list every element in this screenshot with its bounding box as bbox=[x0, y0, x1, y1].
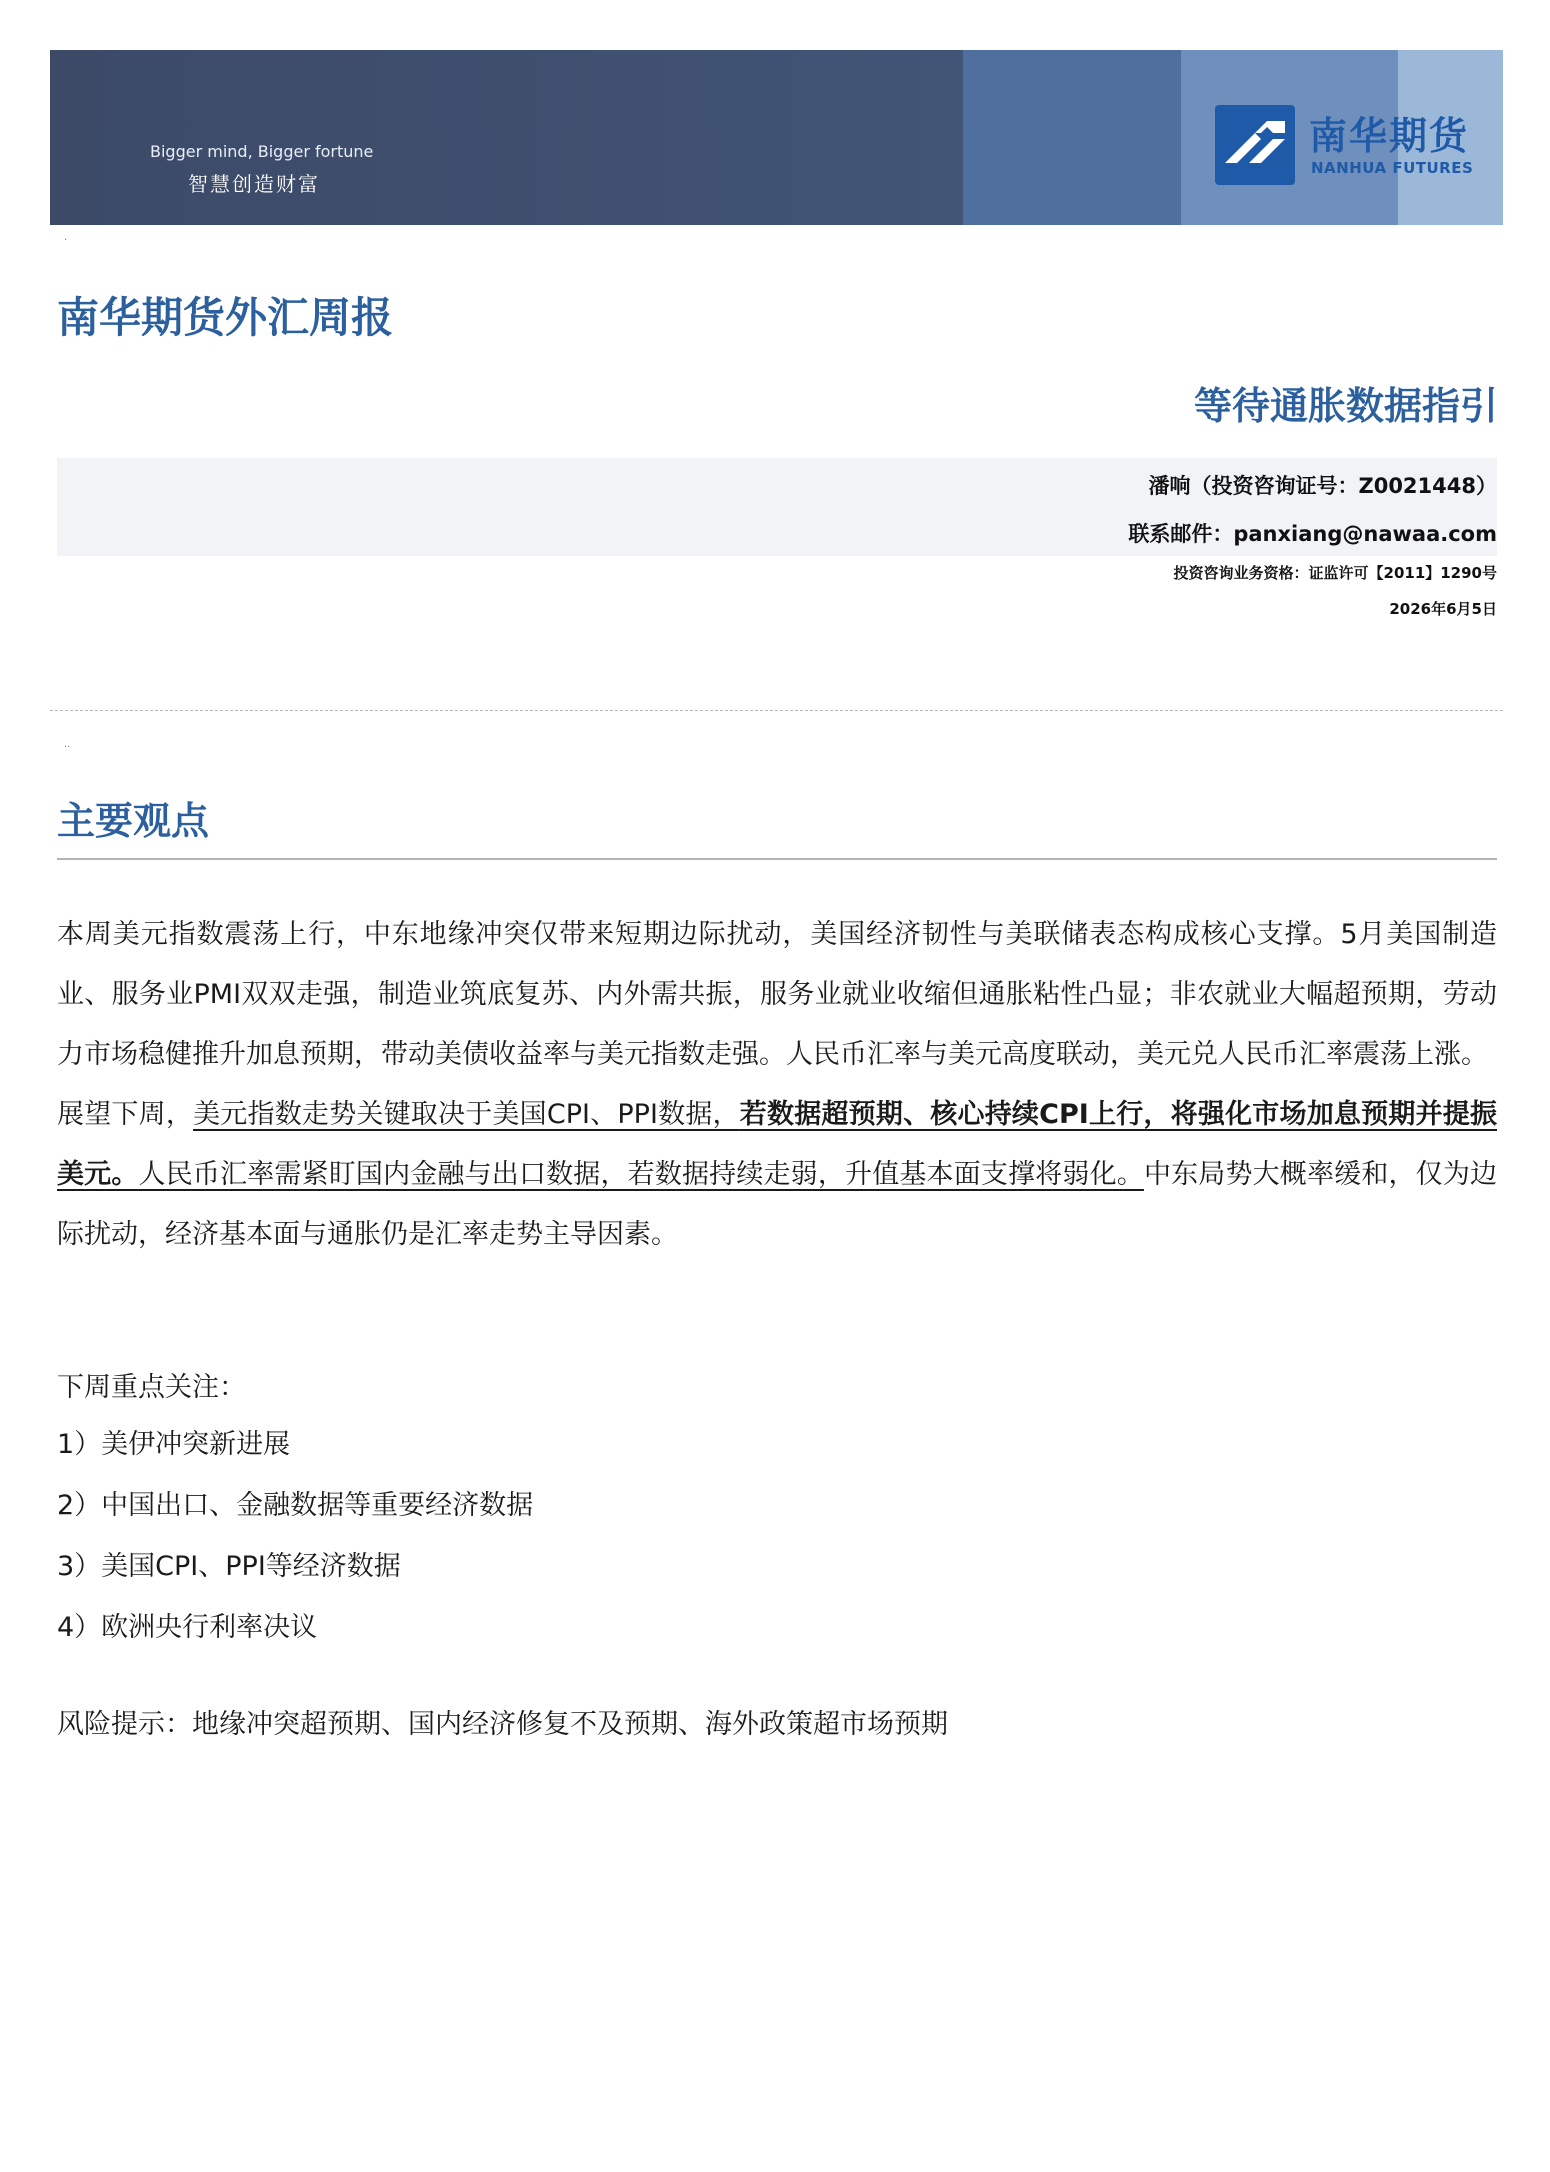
company-logo bbox=[1215, 105, 1490, 185]
watch-item: 4）欧洲央行利率决议 bbox=[57, 1612, 318, 1643]
page-mark: ·· bbox=[64, 742, 71, 753]
section-rule bbox=[57, 858, 1497, 860]
report-subtitle: 等待通胀数据指引 bbox=[1193, 384, 1498, 428]
header-banner bbox=[50, 50, 1503, 225]
banner-band bbox=[963, 50, 1181, 225]
watch-item: 1）美伊冲突新进展 bbox=[57, 1429, 291, 1460]
outlook-tail: 中东局势大概率缓和，仅为边际扰动，经济基本面与通胀仍是汇率走势主导因素。 bbox=[57, 1159, 1498, 1250]
report-title: 南华期货外汇周报 bbox=[57, 293, 394, 342]
license-info: 投资咨询业务资格：证监许可【2011】1290号 bbox=[1173, 564, 1497, 582]
author-email: 联系邮件：panxiang@nawaa.com bbox=[1128, 522, 1497, 546]
body-paragraph-1: 本周美元指数震荡上行，中东地缘冲突仅带来短期边际扰动，美国经济韧性与美联储表态构成核心支撑。5月美国制造业、服务业PMI双双走强，制造业筑底复苏、内外需共振，服务业就业收缩但通胀粘性凸显；非农就业大幅超预期，劳动力市场稳健推升加息预期，带动美债收益率与美元指数走强。人民币汇率与美元高度联动，美元兑人民币汇率震荡上涨。 bbox=[57, 919, 1497, 1070]
report-date: 2026年6月5日 bbox=[1389, 600, 1497, 618]
outlook-usd: 美元指数走势关键取决于美国CPI、PPI数据， bbox=[193, 1099, 740, 1130]
risk-warning: 风险提示：地缘冲突超预期、国内经济修复不及预期、海外政策超市场预期 bbox=[57, 1709, 948, 1740]
outlook-rmb: 人民币汇率需紧盯国内金融与出口数据，若数据持续走弱，升值基本面支撑将弱化。 bbox=[138, 1159, 1144, 1190]
author-name: 潘响（投资咨询证号：Z0021448） bbox=[1148, 474, 1497, 498]
nanhua-logo-mark-icon bbox=[1215, 105, 1295, 185]
outlook-key-point: 若数据超预期、核心持续CPI上行，将强化市场加息预期并提振美元。 bbox=[57, 1099, 1498, 1190]
watch-label: 下周重点关注： bbox=[57, 1372, 246, 1403]
section-divider bbox=[50, 710, 1503, 711]
outlook-lead: 展望下周， bbox=[57, 1099, 194, 1130]
page-mark: · bbox=[64, 235, 68, 246]
watch-item: 2）中国出口、金融数据等重要经济数据 bbox=[57, 1490, 534, 1521]
body-paragraph-2 bbox=[57, 1085, 1497, 1265]
logo-text-cn: 南华期货 bbox=[1309, 114, 1470, 158]
tagline-en: Bigger mind, Bigger fortune bbox=[150, 142, 374, 161]
watch-item: 3）美国CPI、PPI等经济数据 bbox=[57, 1551, 401, 1582]
main-body bbox=[57, 905, 1497, 1265]
logo-text-en: NANHUA FUTURES bbox=[1311, 159, 1474, 177]
tagline-cn: 智慧创造财富 bbox=[188, 172, 320, 196]
section-title: 主要观点 bbox=[57, 799, 210, 843]
watch-list bbox=[57, 1428, 533, 1672]
